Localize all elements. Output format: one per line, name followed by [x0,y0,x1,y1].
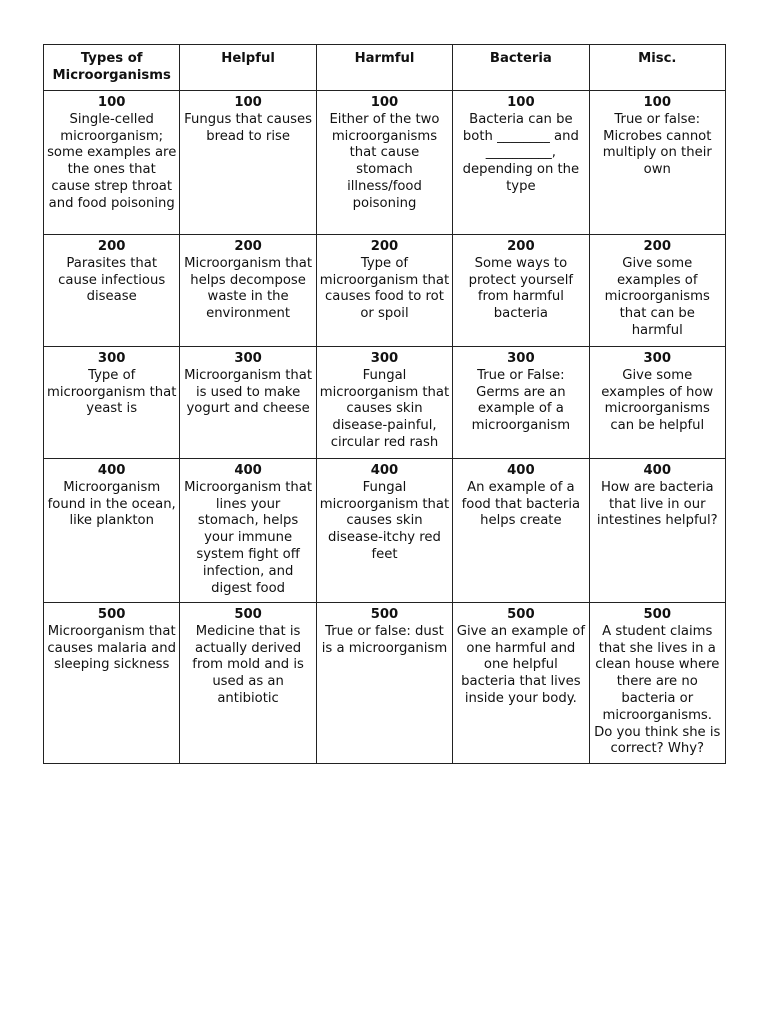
question-text: True or false: Microbes cannot multiply on their own [602,111,712,178]
question-text: Fungal microorganism that causes skin disease-itchy red feet [319,479,450,562]
question-cell [180,235,316,347]
point-value: 100 [643,95,672,110]
question-text: Type of microorganism that causes food to rot or spoil [319,255,450,322]
question-cell [316,91,452,235]
point-value: 400 [97,463,126,478]
question-cell [44,347,180,459]
point-value: 100 [507,95,535,110]
table-row [44,603,726,764]
question-text: Single-celled microorganism; some examples are the ones that cause strep throat and food poisoning [47,111,177,211]
question-text: Give an example of one harmful and one helpful bacteria that lives inside your body. [456,623,586,706]
point-value: 100 [234,95,262,110]
question-cell [589,459,725,603]
table-row [44,91,726,235]
question-text: Give some examples of how microorganisms can be helpful [601,367,714,434]
question-cell [453,235,589,347]
question-text: A student claims that she lives in a clean house where there are no bacteria or microorganisms. Do you think she is correct? Why? [594,623,721,757]
question-text: Microorganism that causes malaria and sleeping sickness [47,623,176,673]
question-cell [316,459,452,603]
question-cell [589,235,725,347]
question-text: Bacteria can be both ________ and __________, depending on the type [462,111,580,194]
point-value: 500 [370,607,399,622]
question-cell [453,603,589,764]
point-value: 400 [370,463,399,478]
point-value: 100 [370,95,399,110]
point-value: 200 [507,239,535,254]
table-row [44,347,726,459]
question-cell [453,347,589,459]
question-cell [316,235,452,347]
question-text: Microorganism that helps decompose waste in the environment [184,255,313,322]
question-cell [589,603,725,764]
point-value: 500 [97,607,126,622]
question-text: True or False: Germs are an example of a microorganism [471,367,571,434]
point-value: 300 [643,351,672,366]
question-text: Type of microorganism that yeast is [47,367,177,417]
point-value: 100 [97,95,126,110]
point-value: 200 [643,239,672,254]
question-text: Some ways to protect yourself from harmful bacteria [468,255,574,322]
question-cell [180,91,316,235]
question-text: Fungus that causes bread to rise [184,111,313,144]
question-cell [589,91,725,235]
point-value: 500 [643,607,672,622]
question-cell [44,459,180,603]
question-text: Microorganism that lines your stomach, helps your immune system fight off infection, and digest food [184,479,313,596]
point-value: 300 [370,351,399,366]
point-value: 400 [507,463,535,478]
question-text: How are bacteria that live in our intestines helpful? [596,479,718,529]
question-cell [453,459,589,603]
point-value: 500 [234,607,262,622]
header-harmful: Harmful [316,45,452,91]
point-value: 200 [234,239,262,254]
point-value: 400 [643,463,672,478]
point-value: 500 [507,607,535,622]
question-text: Parasites that cause infectious disease [58,255,166,305]
question-text: Give some examples of microorganisms that can be harmful [604,255,710,338]
table-row [44,459,726,603]
point-value: 300 [507,351,535,366]
question-text: Microorganism found in the ocean, like plankton [47,479,176,529]
question-cell [44,91,180,235]
point-value: 400 [234,463,262,478]
question-cell [180,603,316,764]
question-cell [316,347,452,459]
jeopardy-board-table [43,44,726,764]
table-row [44,235,726,347]
point-value: 200 [370,239,399,254]
question-text: True or false: dust is a microorganism [321,623,448,656]
point-value: 300 [234,351,262,366]
header-bacteria: Bacteria [453,45,589,91]
header-types-of-microorganisms: Types of Microorganisms [44,45,180,91]
question-text: An example of a food that bacteria helps create [461,479,581,529]
question-cell [589,347,725,459]
question-cell [316,603,452,764]
question-text: Fungal microorganism that causes skin disease-painful, circular red rash [319,367,450,450]
question-cell [180,459,316,603]
header-row [44,45,726,91]
point-value: 300 [97,351,126,366]
question-cell [180,347,316,459]
question-text: Either of the two microorganisms that cause stomach illness/food poisoning [329,111,440,211]
header-misc: Misc. [589,45,725,91]
question-text: Microorganism that is used to make yogurt and cheese [184,367,313,417]
question-cell [453,91,589,235]
question-text: Medicine that is actually derived from mold and is used as an antibiotic [192,623,304,706]
question-cell [44,603,180,764]
point-value: 200 [97,239,126,254]
question-cell [44,235,180,347]
header-helpful: Helpful [180,45,316,91]
